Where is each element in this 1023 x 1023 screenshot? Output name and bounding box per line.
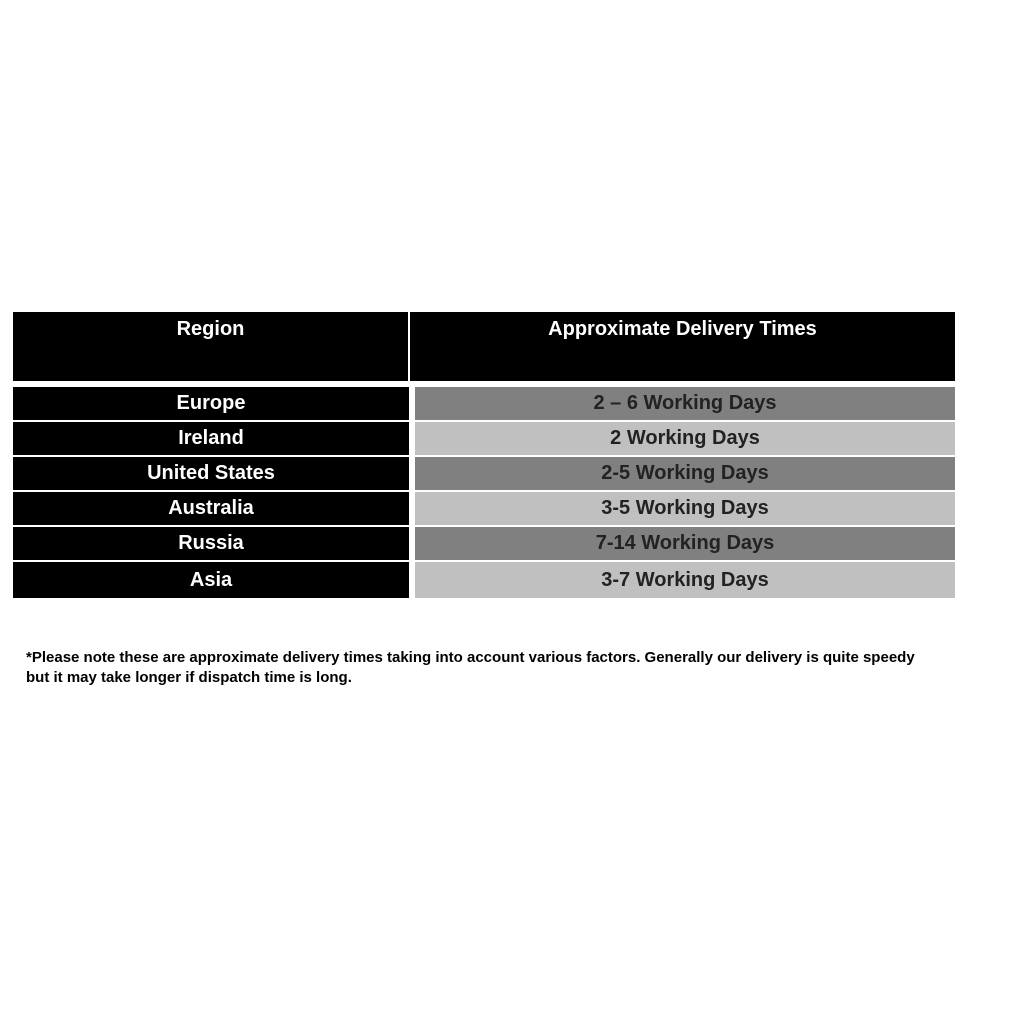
region-cell: Asia bbox=[13, 562, 409, 598]
delivery-time-cell: 2 Working Days bbox=[415, 422, 955, 455]
region-cell: Russia bbox=[13, 527, 409, 560]
table-row bbox=[13, 492, 955, 525]
table-row bbox=[13, 387, 955, 420]
header-delivery-times: Approximate Delivery Times bbox=[548, 318, 817, 340]
note-line-1: *Please note these are approximate delivery times taking into account various factors. Generally our delivery is quite speedy bbox=[26, 649, 915, 666]
table-row bbox=[13, 457, 955, 490]
delivery-times-table bbox=[13, 312, 955, 600]
delivery-time-cell: 2-5 Working Days bbox=[415, 457, 955, 490]
delivery-note bbox=[26, 648, 1016, 688]
delivery-time-cell: 7-14 Working Days bbox=[415, 527, 955, 560]
table-header-row bbox=[13, 312, 955, 381]
region-cell: Europe bbox=[13, 387, 409, 420]
table-row bbox=[13, 527, 955, 560]
delivery-time-cell: 2 – 6 Working Days bbox=[415, 387, 955, 420]
table-row bbox=[13, 562, 955, 598]
region-cell: United States bbox=[13, 457, 409, 490]
region-cell: Australia bbox=[13, 492, 409, 525]
delivery-time-cell: 3-5 Working Days bbox=[415, 492, 955, 525]
note-line-2: but it may take longer if dispatch time is long. bbox=[26, 669, 352, 686]
table-row bbox=[13, 422, 955, 455]
header-region: Region bbox=[13, 312, 410, 381]
region-cell: Ireland bbox=[13, 422, 409, 455]
delivery-time-cell: 3-7 Working Days bbox=[415, 562, 955, 598]
